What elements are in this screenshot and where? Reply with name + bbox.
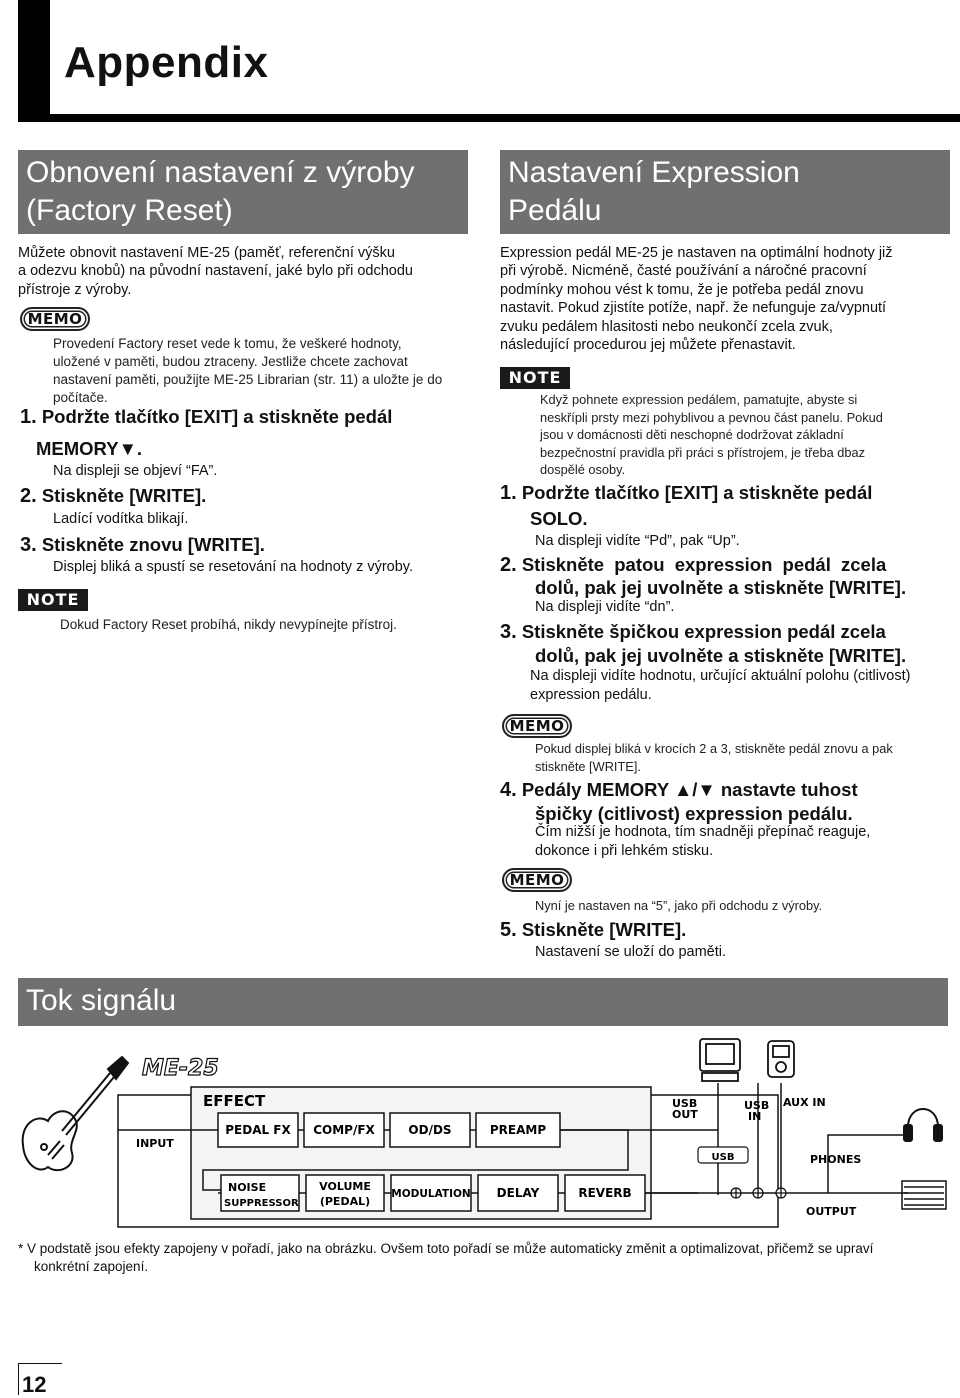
fr-step-3-sub: Displej bliká a spustí se resetování na hodnoty z výroby. bbox=[53, 559, 414, 575]
exp-step-1-sub: Na displeji vidíte “Pd”, pak “Up”. bbox=[535, 533, 740, 549]
exp-step-5: 5. Stiskněte [WRITE]. bbox=[500, 919, 687, 941]
usb-label: USB bbox=[711, 1152, 735, 1163]
fx-pedal-fx-label: PEDAL FX bbox=[225, 1123, 291, 1137]
signal-flow-diagram bbox=[18, 1035, 948, 1230]
page-number: 12 bbox=[22, 1372, 47, 1397]
guitar-icon bbox=[23, 1057, 128, 1170]
fx-reverb-label: REVERB bbox=[578, 1186, 632, 1200]
exp-step-3: 3. Stiskněte špičkou expression pedál zcela bbox=[500, 621, 886, 643]
usb-out-label-1: USB bbox=[672, 1097, 698, 1110]
fr-step-2-sub: Ladící vodítka blikají. bbox=[53, 511, 189, 527]
fx-mod-label: MODULATION bbox=[391, 1188, 471, 1200]
exp-step-1-line2: SOLO. bbox=[530, 508, 588, 529]
expression-note: Když pohnete expression pedálem, pamatujte, abyste si neskřípli prsty mezi pohyblivou a pevnou část panelu. Pokud jsou v domácnosti děti neschopné dodržovat základní bezpečnostní pravidla při práci s přístrojem, je třeba dbaz dospělé osoby. bbox=[540, 392, 883, 478]
fx-odds-label: OD/DS bbox=[408, 1123, 452, 1137]
expression-memo-2: Nyní je nastaven na “5”, jako při odchodu z výroby. bbox=[535, 898, 823, 913]
note-badge: NOTE bbox=[500, 367, 570, 389]
memo-badge: MEMO bbox=[20, 307, 90, 331]
fr-step-1-sub: Na displeji se objeví “FA”. bbox=[53, 463, 218, 479]
factory-reset-memo: Provedení Factory reset vede k tomu, že veškeré hodnoty, uložené v paměti, budou ztraceny. Jestliže chcete zachovat nastavení paměti, použijte ME-25 Librarian (str. 11) a uložte je do počítače. bbox=[53, 336, 443, 405]
fr-step-3: 3. Stiskněte znovu [WRITE]. bbox=[20, 534, 265, 556]
exp-step-2-sub: Na displeji vidíte “dn”. bbox=[535, 599, 675, 615]
audio-player-icon bbox=[768, 1041, 794, 1077]
input-label: INPUT bbox=[136, 1137, 174, 1150]
page-tab bbox=[18, 0, 50, 122]
sum-node bbox=[731, 1188, 786, 1198]
expression-memo-1: Pokud displej bliká v krocích 2 a 3, stiskněte pedál znovu a pak stiskněte [WRITE]. bbox=[535, 741, 893, 774]
fx-ns-label-1: NOISE bbox=[228, 1181, 267, 1194]
device-name: ME-25 bbox=[142, 1056, 219, 1081]
fx-preamp-label: PREAMP bbox=[489, 1123, 547, 1137]
fx-ns-label-2: SUPPRESSOR bbox=[224, 1198, 299, 1209]
footnote: * V podstatě jsou efekty zapojeny v pořadí, jako na obrázku. Ovšem toto pořadí se může automaticky změnit a optimalizovat, přičemž se upraví konkrétní zapojení. bbox=[18, 1241, 874, 1274]
exp-step-3-line2: dolů, pak jej uvolněte a stiskněte [WRITE]. bbox=[535, 645, 907, 666]
memo-badge: MEMO bbox=[502, 714, 572, 738]
header-rule bbox=[50, 114, 960, 122]
exp-step-4-line2: špičky (citlivost) expression pedálu. bbox=[535, 803, 853, 824]
signal-flow-heading: Tok signálu bbox=[18, 978, 948, 1026]
computer-icon bbox=[700, 1039, 740, 1081]
expression-intro: Expression pedál ME-25 je nastaven na optimální hodnoty již při výrobě. Nicméně, časté používání a náročné pracovní podmínky mohou vést k tomu, že je potřeba pedál znovu nastavit. Pokud zjistíte potíže, např. že nefunguje za/vypnutí zvuku pedálem hlasitosti nebo neukončí zcela zvuk, následující procedurou jej můžete přenastavit. bbox=[500, 245, 893, 354]
expression-heading: Nastavení Expression Pedálu bbox=[500, 150, 950, 234]
usb-out-label-2: OUT bbox=[672, 1108, 698, 1121]
aux-in-label: AUX IN bbox=[783, 1096, 826, 1109]
usb-in-label-1: USB bbox=[744, 1099, 770, 1112]
fx-row-2 bbox=[221, 1175, 645, 1211]
exp-step-4: 4. Pedály MEMORY ▲/▼ nastavte tuhost bbox=[500, 779, 858, 801]
usb-in-label-2: IN bbox=[748, 1110, 762, 1123]
output-label: OUTPUT bbox=[806, 1205, 857, 1218]
exp-step-1: 1. Podržte tlačítko [EXIT] a stiskněte pedál bbox=[500, 482, 873, 504]
fx-vol-label-1: VOLUME bbox=[319, 1180, 371, 1193]
headphones-icon bbox=[904, 1109, 942, 1141]
amplifier-icon bbox=[902, 1181, 946, 1209]
fx-comp-label: COMP/FX bbox=[313, 1123, 375, 1137]
memo-badge: MEMO bbox=[502, 868, 572, 892]
factory-reset-note: Dokud Factory Reset probíhá, nikdy nevypínejte přístroj. bbox=[60, 617, 397, 632]
fx-vol-label-2: (PEDAL) bbox=[319, 1195, 371, 1208]
exp-step-5-sub: Nastavení se uloží do paměti. bbox=[535, 944, 727, 960]
exp-step-4-sub: Čím nižší je hodnota, tím snadněji přepínač reaguje, dokonce i při lehkém stisku. bbox=[535, 824, 871, 859]
fx-delay-label: DELAY bbox=[496, 1186, 540, 1200]
factory-reset-heading: Obnovení nastavení z výroby (Factory Reset) bbox=[18, 150, 468, 234]
effect-label: EFFECT bbox=[203, 1092, 266, 1110]
note-badge: NOTE bbox=[18, 589, 88, 611]
exp-step-2-line2: dolů, pak jej uvolněte a stiskněte [WRITE]. bbox=[535, 577, 907, 598]
fr-step-2: 2. Stiskněte [WRITE]. bbox=[20, 485, 207, 507]
factory-reset-intro: Můžete obnovit nastavení ME-25 (paměť, referenční výšku a odezvu knobů) na původní nastavení, jaké bylo při odchodu přístroje z výroby. bbox=[18, 245, 413, 298]
page-title: Appendix bbox=[64, 38, 269, 87]
exp-step-3-sub: Na displeji vidíte hodnotu, určující aktuální polohu (citlivost) expression pedálu. bbox=[530, 668, 911, 703]
phones-label: PHONES bbox=[810, 1153, 862, 1166]
exp-step-2: 2. Stiskněte patou expression pedál zcela bbox=[500, 554, 887, 576]
fr-step-1: 1. Podržte tlačítko [EXIT] a stiskněte pedál bbox=[20, 406, 393, 428]
fr-step-1-line2: MEMORY▼. bbox=[36, 438, 143, 459]
